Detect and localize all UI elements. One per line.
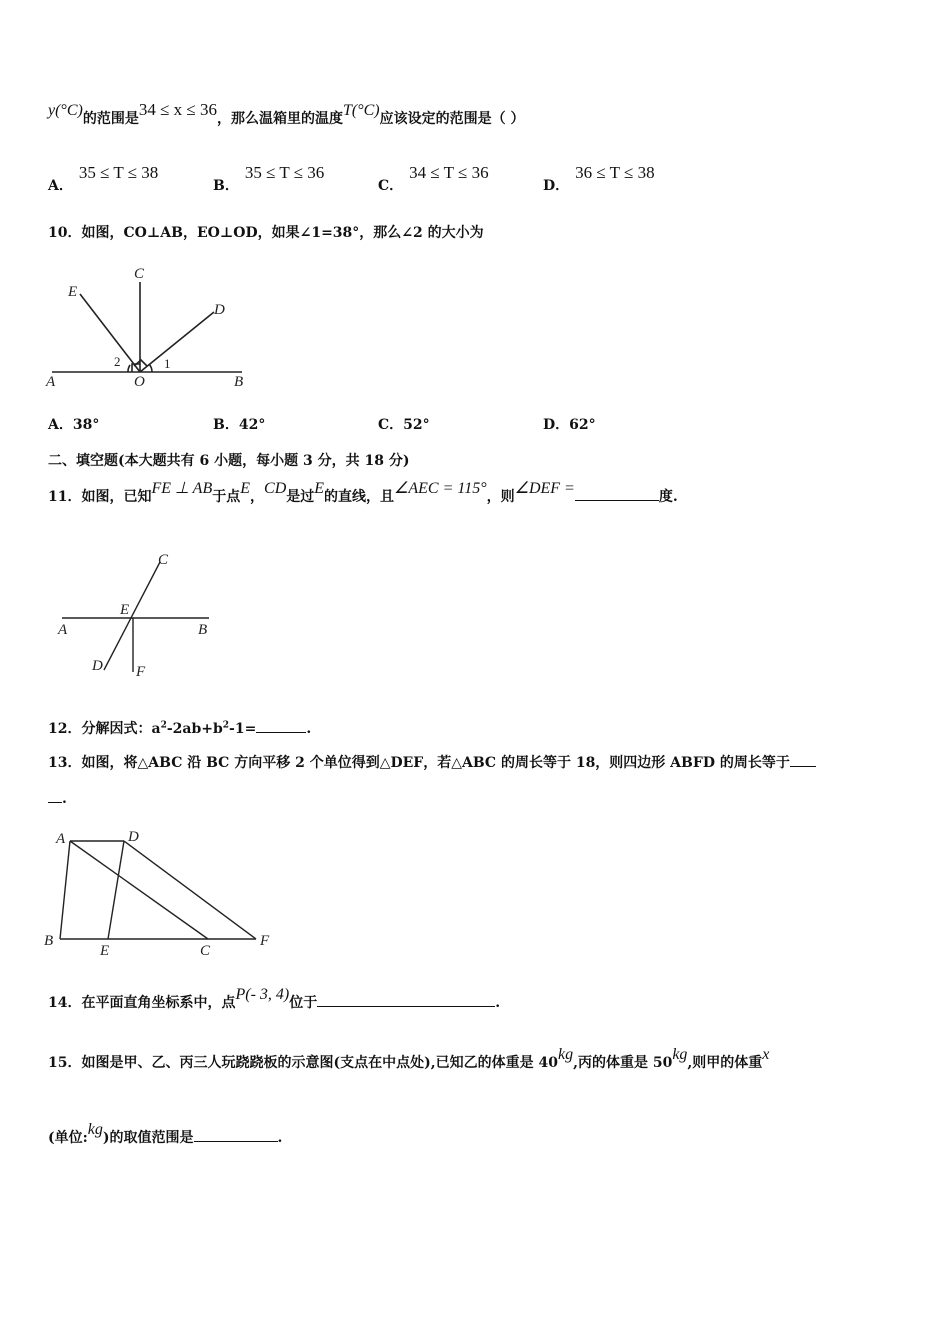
q11-text: 于点 <box>212 489 241 505</box>
math-e: E <box>314 480 325 497</box>
q9-option-d[interactable] <box>543 163 655 195</box>
answer-blank[interactable] <box>575 488 659 501</box>
math-fe-perp-ab: FE ⊥ AB <box>151 480 213 497</box>
unit-kg: kg <box>672 1046 688 1063</box>
math-x: x <box>762 1046 770 1063</box>
q12-stem <box>48 718 311 738</box>
option-label: D． <box>543 178 570 194</box>
q15-text: ,则甲的体重 <box>687 1055 763 1071</box>
q10-stem: 10．如图，CO⊥AB，EO⊥OD，如果∠1=38°，那么∠2 的大小为 <box>48 225 484 241</box>
option-label: A． <box>48 178 73 194</box>
q12-text: . <box>306 721 312 737</box>
q14-text: . <box>495 995 501 1011</box>
q11-text: ，则 <box>486 489 515 505</box>
math-e: E <box>240 480 251 497</box>
math-angle-aec: ∠AEC = 115° <box>394 480 487 497</box>
q9-text-1: 的范围是 <box>82 111 139 127</box>
label-b: B <box>234 374 244 390</box>
q10-option-a[interactable] <box>48 414 99 434</box>
q9-option-a[interactable] <box>48 163 159 195</box>
label-f: F <box>136 664 146 680</box>
option-label: A． <box>48 417 73 433</box>
q11-stem <box>48 480 678 506</box>
q9-text-3: 应该设定的范围是（ ） <box>379 111 525 127</box>
unit-kg: kg <box>557 1046 574 1063</box>
label-b: B <box>198 622 208 638</box>
q15-stem <box>48 1046 770 1072</box>
label-e: E <box>100 943 110 959</box>
q14-stem <box>48 986 501 1012</box>
q10-option-b[interactable] <box>213 414 265 434</box>
math-range: 34 ≤ x ≤ 36 <box>138 100 217 119</box>
q11-figure <box>54 548 224 683</box>
section-title: 二、填空题(本大题共有 6 小题，每小题 3 分，共 18 分) <box>48 453 410 469</box>
q13-stem-cont <box>48 790 67 807</box>
label-c: C <box>158 552 169 568</box>
option-label: C． <box>378 417 404 433</box>
q10-option-c[interactable] <box>378 414 430 434</box>
option-value: 52° <box>403 417 430 433</box>
option-label: C． <box>378 178 404 194</box>
label-e: E <box>68 284 78 300</box>
q13-stem <box>48 752 816 772</box>
option-label: B． <box>213 178 239 194</box>
superscript: 2 <box>222 720 230 731</box>
label-d: D <box>214 302 225 318</box>
q9-text-2: ，那么温箱里的温度 <box>217 111 343 127</box>
q11-text: 是过 <box>286 489 315 505</box>
q12-text: -1= <box>229 721 257 737</box>
q9-option-c[interactable] <box>378 163 489 195</box>
option-value: 34 ≤ T ≤ 36 <box>409 163 489 182</box>
q10-figure <box>44 262 264 392</box>
label-a: A <box>56 831 66 847</box>
option-label: B． <box>213 417 239 433</box>
superscript: 2 <box>160 720 167 731</box>
q13-text: 13．如图，将△ABC 沿 BC 方向平移 2 个单位得到△DEF，若△ABC 的周长等于 18，则四边形 ABFD 的周长等于 <box>48 755 790 771</box>
q12-text: -2ab+b <box>166 721 223 737</box>
q11-text: 的直线，且 <box>324 489 395 505</box>
label-d: D <box>128 829 139 845</box>
math-t-var: T(°C) <box>343 102 380 119</box>
unit-kg: kg <box>87 1121 103 1138</box>
option-value: 35 ≤ T ≤ 38 <box>78 163 159 182</box>
answer-blank[interactable] <box>317 994 495 1007</box>
label-d: D <box>92 658 103 674</box>
label-a: A <box>58 622 68 638</box>
label-f: F <box>260 933 270 949</box>
answer-blank[interactable] <box>790 754 816 767</box>
q15-text: 15．如图是甲、乙、丙三人玩跷跷板的示意图(支点在中点处),已知乙的体重是 40 <box>48 1055 558 1071</box>
q15-text: (单位: <box>48 1130 88 1146</box>
label-c: C <box>134 266 145 282</box>
label-angle-2: 2 <box>114 354 121 369</box>
answer-blank[interactable] <box>194 1129 278 1142</box>
math-angle-def: ∠DEF = <box>514 480 575 497</box>
q9-range-line <box>48 100 525 128</box>
q9-option-b[interactable] <box>213 163 325 195</box>
option-value: 38° <box>72 417 100 433</box>
q13-text: . <box>62 791 67 807</box>
q15-stem-cont <box>48 1121 283 1147</box>
q11-text: 度. <box>658 489 678 505</box>
q13-figure <box>42 825 282 960</box>
answer-blank[interactable] <box>256 720 306 733</box>
q10-option-d[interactable] <box>543 414 596 434</box>
option-label: D． <box>543 417 570 433</box>
q15-text: )的取值范围是 <box>102 1130 194 1146</box>
q12-text: 12．分解因式：a <box>48 721 161 737</box>
option-value: 62° <box>569 417 596 433</box>
option-value: 42° <box>238 417 266 433</box>
q11-text: 11．如图，已知 <box>48 489 152 505</box>
option-value: 35 ≤ T ≤ 36 <box>244 163 325 182</box>
q15-text: ,丙的体重是 50 <box>573 1055 673 1071</box>
option-value: 36 ≤ T ≤ 38 <box>575 163 655 182</box>
q15-text: . <box>277 1130 283 1146</box>
label-c: C <box>200 943 211 959</box>
label-angle-1: 1 <box>164 356 171 371</box>
label-b: B <box>44 933 54 949</box>
answer-blank-cont[interactable] <box>48 790 62 803</box>
q14-text: 14．在平面直角坐标系中，点 <box>48 995 236 1011</box>
math-point-p: P(- 3, 4) <box>235 986 290 1003</box>
label-o: O <box>134 374 145 390</box>
q14-text: 位于 <box>289 995 318 1011</box>
label-a: A <box>46 374 56 390</box>
q11-text: ， <box>250 489 265 505</box>
math-cd: CD <box>264 480 287 497</box>
math-y-var: y(°C) <box>48 102 83 119</box>
label-e: E <box>120 602 130 618</box>
